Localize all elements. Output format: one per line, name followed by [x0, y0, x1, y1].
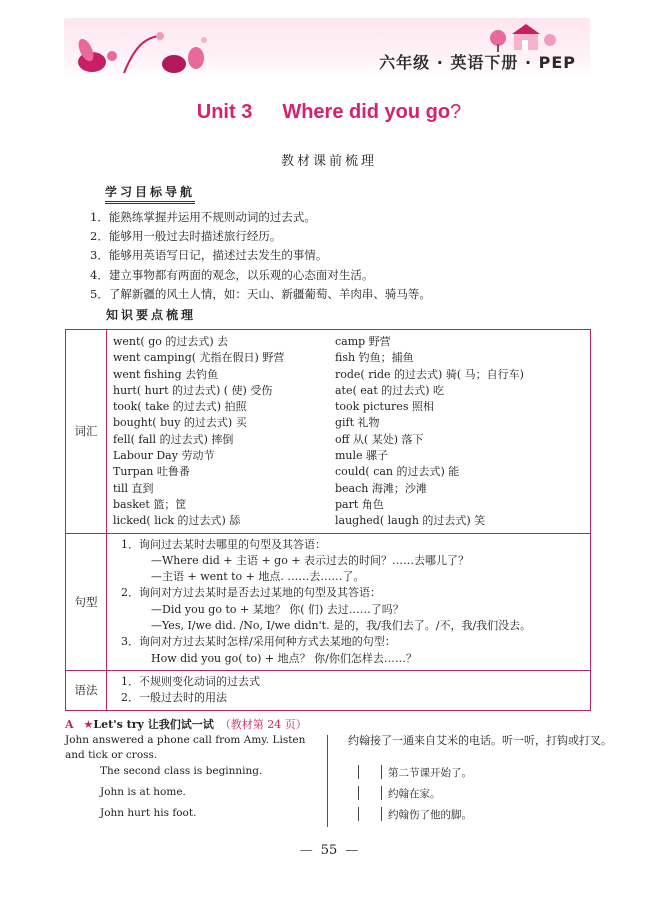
exercise-title: Let's try 让我们试一试 [93, 718, 214, 731]
vocab-item: gift 礼物 [335, 416, 380, 430]
vocab-item: fell( fall 的过去式) 摔倒 [113, 432, 234, 446]
house-tree-decoration-icon [484, 20, 564, 54]
star-icon: ★ [83, 718, 94, 731]
grammar-item: 2．一般过去时的用法 [121, 691, 227, 705]
goals-list [90, 208, 431, 304]
vocab-item: laughed( laugh 的过去式) 笑 [335, 514, 486, 528]
sentence-item: 1．询问过去某时去哪里的句型及其答语： [121, 537, 326, 551]
vocab-right-column [329, 334, 585, 530]
vocab-item: camp 野营 [335, 335, 391, 348]
vocab-item: part 角色 [335, 497, 384, 511]
vocab-cell [107, 330, 591, 534]
grammar-cell [107, 670, 591, 710]
vocab-item: took pictures 照相 [335, 400, 434, 414]
answer-box[interactable] [358, 765, 382, 779]
sentence-row [66, 533, 591, 670]
vocab-item: went( go 的过去式) 去 [113, 335, 229, 348]
page-number-value: 55 [320, 843, 338, 858]
vocab-item: rode( ride 的过去式) 骑( 马；自行车) [335, 367, 524, 381]
sentence-item: 2．询问对方过去某时是否去过某地的句型及其答语： [121, 586, 381, 600]
sentence-item: —Yes, I/we did. /No, I/we didn't. 是的，我/我们去了。/不，我/我们没去。 [151, 619, 532, 633]
exercise-a-heading [65, 716, 307, 732]
exercise-sentence-en: John is at home. [100, 786, 186, 798]
vocab-item: basket 篮；筐 [113, 497, 187, 511]
goal-item: 1．能熟练掌握并运用不规则动词的过去式。 [90, 210, 316, 224]
sentence-item: —Where did + 主语 + go + 表示过去的时间？……去哪儿了？ [151, 553, 470, 567]
page-dash-left: — [299, 843, 313, 858]
page-number [0, 843, 658, 858]
header-banner [64, 18, 590, 78]
unit-title [0, 101, 658, 124]
exercise-sentence-cn: 第二节课开始了。 [388, 767, 472, 779]
exercise-sentence-cn: 约翰伤了他的脚。 [388, 809, 472, 821]
exercise-intro-cn: 约翰接了一通来自艾米的电话。听一听，打钩或打叉。 [348, 734, 612, 747]
vocab-label: 词汇 [66, 330, 107, 534]
vocab-item: licked( lick 的过去式) 舔 [113, 514, 241, 528]
page-dash-right: — [345, 843, 359, 858]
sentence-item: 3．询问对方过去某时怎样/采用何种方式去某地的句型： [121, 635, 396, 649]
vocab-item: could( can 的过去式) 能 [335, 465, 460, 479]
sentence-item: —Did you go to + 某地？ 你( 们) 去过……了吗？ [151, 602, 404, 616]
vocab-item: off 从( 某处) 落下 [335, 432, 424, 446]
exercise-letter: A [65, 718, 74, 731]
grammar-row [66, 670, 591, 710]
goal-item: 2．能够用一般过去时描述旅行经历。 [90, 229, 282, 244]
vocab-item: till 直到 [113, 481, 154, 495]
goal-item: 4．建立事物都有两面的观念，以乐观的心态面对生活。 [90, 267, 374, 282]
floral-decoration-icon [64, 18, 224, 78]
vocab-item: ate( eat 的过去式) 吃 [335, 383, 445, 397]
vocab-item: took( take 的过去式) 拍照 [113, 400, 247, 414]
sentence-label: 句型 [66, 533, 107, 670]
exercise-sentence-en: The second class is beginning. [100, 765, 263, 777]
answer-box[interactable] [358, 807, 382, 821]
goals-heading: 学习目标导航 [105, 183, 195, 204]
goal-item: 5．了解新疆的风土人情，如：天山、新疆葡萄、羊肉串、骑马等。 [90, 286, 431, 301]
answer-box[interactable] [358, 786, 382, 800]
exercise-sentence-en: John hurt his foot. [100, 807, 197, 819]
grammar-item: 1．不规则变化动词的过去式 [121, 674, 260, 688]
vocab-item: mule 骡子 [335, 449, 389, 463]
unit-qmark: ? [450, 101, 462, 123]
vocab-item: went fishing 去钓鱼 [113, 367, 219, 381]
book-title: 六年级 · 英语下册 · PEP [379, 53, 576, 72]
vocab-item: hurt( hurt 的过去式) ( 使) 受伤 [113, 383, 273, 397]
column-divider [327, 735, 328, 827]
vocab-item: went camping( 尤指在假日) 野营 [113, 351, 285, 365]
exercise-intro-en: John answered a phone call from Amy. Listen and tick or cross. [65, 734, 306, 761]
vocab-item: Turpan 吐鲁番 [113, 465, 190, 479]
unit-name: Where did you go [282, 101, 451, 123]
vocab-item: bought( buy 的过去式) 买 [113, 416, 247, 430]
vocab-item: beach 海滩；沙滩 [335, 481, 427, 495]
knowledge-table [65, 329, 591, 711]
grammar-label: 语法 [66, 670, 107, 710]
section-title: 教材课前梳理 [280, 154, 377, 169]
unit-number: Unit 3 [196, 101, 253, 123]
knowledge-heading: 知识要点梳理 [106, 308, 197, 322]
vocab-item: fish 钓鱼；捕鱼 [335, 351, 414, 365]
sentence-item: How did you go( to) + 地点？ 你/你们怎样去……？ [151, 651, 417, 665]
sentence-cell [107, 533, 591, 670]
sentence-item: —主语 + went to + 地点. ……去……了。 [151, 570, 365, 584]
exercise-ref: （教材第 24 页） [219, 718, 307, 731]
vocab-left-column [107, 334, 329, 530]
goal-item: 3．能够用英语写日记，描述过去发生的事情。 [90, 248, 328, 263]
exercise-sentence-cn: 约翰在家。 [388, 788, 441, 800]
vocab-item: Labour Day 劳动节 [113, 449, 215, 463]
vocab-row [66, 330, 591, 534]
